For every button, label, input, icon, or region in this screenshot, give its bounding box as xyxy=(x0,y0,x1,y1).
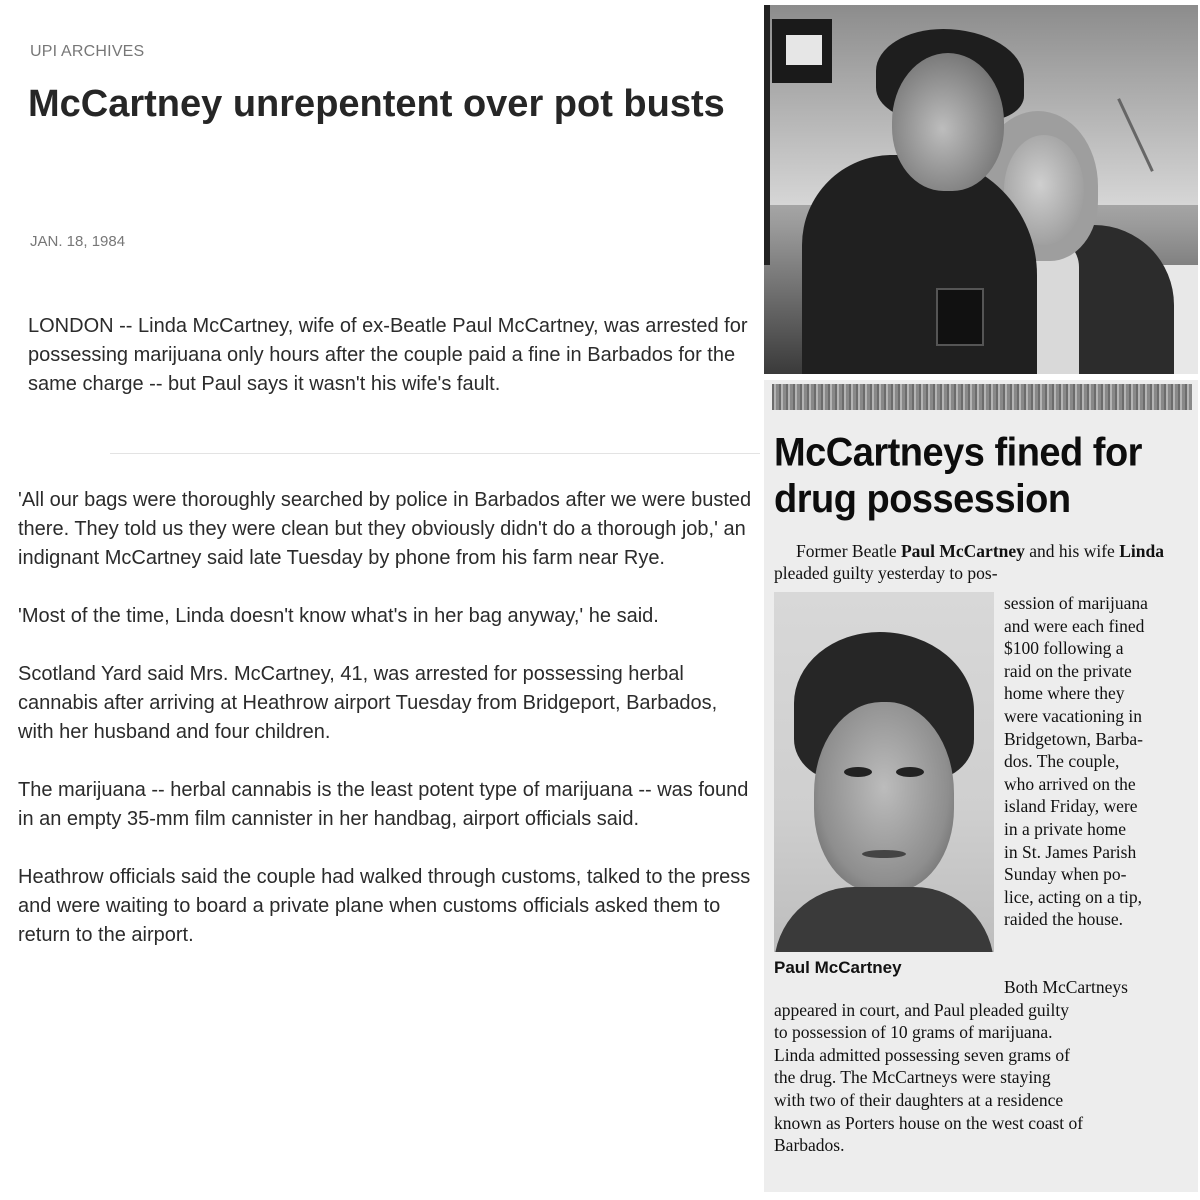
column-line: and were each fined xyxy=(1004,615,1145,636)
article-paragraph: 'Most of the time, Linda doesn't know what's in her bag anyway,' he said. xyxy=(18,605,659,627)
article-paragraph: Scotland Yard said Mrs. McCartney, 41, was arrested for possessing herbal cannabis after arriving at Heathrow airport Tuesday from Bridgeport, Barbados, with her husband and four children. xyxy=(18,663,718,743)
mugshot-photo xyxy=(774,592,994,952)
photo-sign-panel xyxy=(786,35,822,65)
man-face xyxy=(892,53,1004,191)
mugshot-shoulders xyxy=(774,887,994,952)
column-line: raid on the private xyxy=(1004,660,1132,681)
intro-name-paul: Paul McCartney xyxy=(900,541,1025,561)
article-body xyxy=(18,486,756,979)
column-line: session of marijuana xyxy=(1004,593,1148,613)
photo-pole xyxy=(764,5,770,265)
column-line: who arrived on the xyxy=(1004,773,1136,794)
column-line: Bridgetown, Barba- xyxy=(1004,728,1143,749)
mugshot-mouth xyxy=(862,850,906,858)
column-line: raided the house. xyxy=(1004,909,1124,930)
clipping-intro xyxy=(774,540,1194,584)
article-headline: McCartney unrepentent over pot busts xyxy=(28,83,725,125)
handbag xyxy=(936,288,984,346)
tail-line: Barbados. xyxy=(774,1135,845,1156)
mugshot-eye xyxy=(896,767,924,777)
column-line: dos. The couple, xyxy=(1004,751,1120,772)
section-divider xyxy=(110,453,760,454)
tail-line: with two of their daughters at a residence xyxy=(774,1089,1064,1110)
column-line: Sunday when po- xyxy=(1004,864,1127,885)
column-line: were vacationing in xyxy=(1004,705,1143,726)
column-line: in St. James Parish xyxy=(1004,841,1137,862)
photo-caption: Paul McCartney xyxy=(774,958,902,977)
mugshot-face xyxy=(814,702,954,892)
article-date: JAN. 18, 1984 xyxy=(30,233,126,250)
intro-text: pleaded guilty yesterday to pos- xyxy=(774,563,998,583)
clipping-torn-edge xyxy=(772,384,1192,410)
clipping-tail xyxy=(774,976,1198,1157)
tail-line: known as Porters house on the west coast of xyxy=(774,1112,1084,1133)
article-paragraph: 'All our bags were thoroughly searched by police in Barbados after we were busted there. They told us they were clean but they obviously didn't do a thorough job,' an indignant McCartney said late Tuesday by phone from his farm near Rye. xyxy=(18,489,752,569)
couple-photo xyxy=(764,5,1198,374)
tail-line: Linda admitted possessing seven grams of xyxy=(774,1044,1070,1065)
column-line: lice, acting on a tip, xyxy=(1004,886,1143,907)
intro-name-linda: Linda xyxy=(1119,541,1164,561)
column-line: $100 following a xyxy=(1004,638,1124,659)
intro-text: Former Beatle xyxy=(796,541,901,561)
clipping-headline: McCartneys fined for drug possession xyxy=(774,431,1142,522)
article-lead: LONDON -- Linda McCartney, wife of ex-Beatle Paul McCartney, was arrested for possessing marijuana only hours after the couple paid a fine in Barbados for the same charge -- but Paul says it wasn't his wife's fault. xyxy=(28,315,748,395)
intro-text: and his wife xyxy=(1024,541,1120,561)
column-line: island Friday, were xyxy=(1004,796,1138,817)
column-line: in a private home xyxy=(1004,818,1126,839)
article-paragraph: Heathrow officials said the couple had walked through customs, talked to the press and were waiting to board a private plane when customs officials asked them to return to the airport. xyxy=(18,866,751,946)
tail-line: Both McCartneys xyxy=(1004,977,1128,997)
mugshot-eye xyxy=(844,767,872,777)
tail-line: the drug. The McCartneys were staying xyxy=(774,1067,1051,1088)
newspaper-clipping xyxy=(764,380,1198,1192)
clipping-column xyxy=(1004,592,1196,931)
article-paragraph: The marijuana -- herbal cannabis is the least potent type of marijuana -- was found in an empty 35-mm film cannister in her handbag, airport officials said. xyxy=(18,779,749,830)
tail-line: to possession of 10 grams of marijuana. xyxy=(774,1022,1053,1043)
article-kicker: UPI ARCHIVES xyxy=(30,43,145,60)
tail-line: appeared in court, and Paul pleaded guilty xyxy=(774,999,1069,1020)
column-line: home where they xyxy=(1004,683,1125,704)
